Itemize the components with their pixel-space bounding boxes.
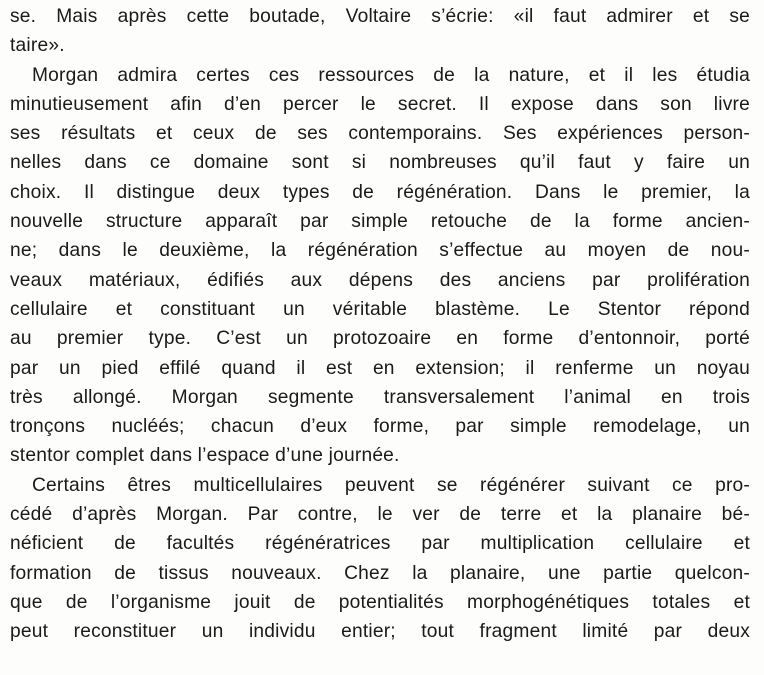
text-line: cellulaire et constituant un véritable blastème. Le Stentor répond [10,298,750,320]
text-line: par un pied effilé quand il est en extension; il renferme un noyau [10,357,750,379]
text-line: néficient de facultés régénératrices par multiplication cellulaire et [10,533,750,555]
text-line: que de l’organisme jouit de potentialités morphogénétiques totales et [10,591,750,613]
text-line: nouvelle structure apparaît par simple retouche de la forme ancien- [10,211,750,233]
text-line: choix. Il distingue deux types de régénération. Dans le premier, la [10,181,750,203]
text-line: Morgan admira certes ces ressources de la nature, et il les étudia [32,64,750,86]
text-line: minutieusement afin d’en percer le secret. Il expose dans son livre [10,93,750,115]
text-line: très allongé. Morgan segmente transversalement l’animal en trois [10,386,750,408]
text-line: au premier type. C’est un protozoaire en forme d’entonnoir, porté [10,328,750,350]
text-line: veaux matériaux, édifiés aux dépens des anciens par prolifération [10,269,750,291]
text-line: se. Mais après cette boutade, Voltaire s’écrie: «il faut admirer et se [10,6,750,27]
text-line: peut reconstituer un individu entier; tout fragment limité par deux [10,621,750,643]
text-line: ne; dans le deuxième, la régénération s’effectue au moyen de nou- [10,240,750,262]
text-line: Certains êtres multicellulaires peuvent se régénérer suivant ce pro- [32,474,750,496]
text-line: taire». [10,35,65,57]
text-line: tronçons nucléés; chacun d’eux forme, par simple remodelage, un [10,416,750,438]
text-line: stentor complet dans l’espace d’une journée. [10,445,400,467]
text-line: nelles dans ce domaine sont si nombreuses qu’il faut y faire un [10,152,750,174]
text-line: formation de tissus nouveaux. Chez la planaire, une partie quelcon- [10,562,750,584]
text-line: cédé d’après Morgan. Par contre, le ver de terre et la planaire bé- [10,504,750,526]
text-line: ses résultats et ceux de ses contemporains. Ses expériences person- [10,123,750,145]
body-text [10,2,750,647]
